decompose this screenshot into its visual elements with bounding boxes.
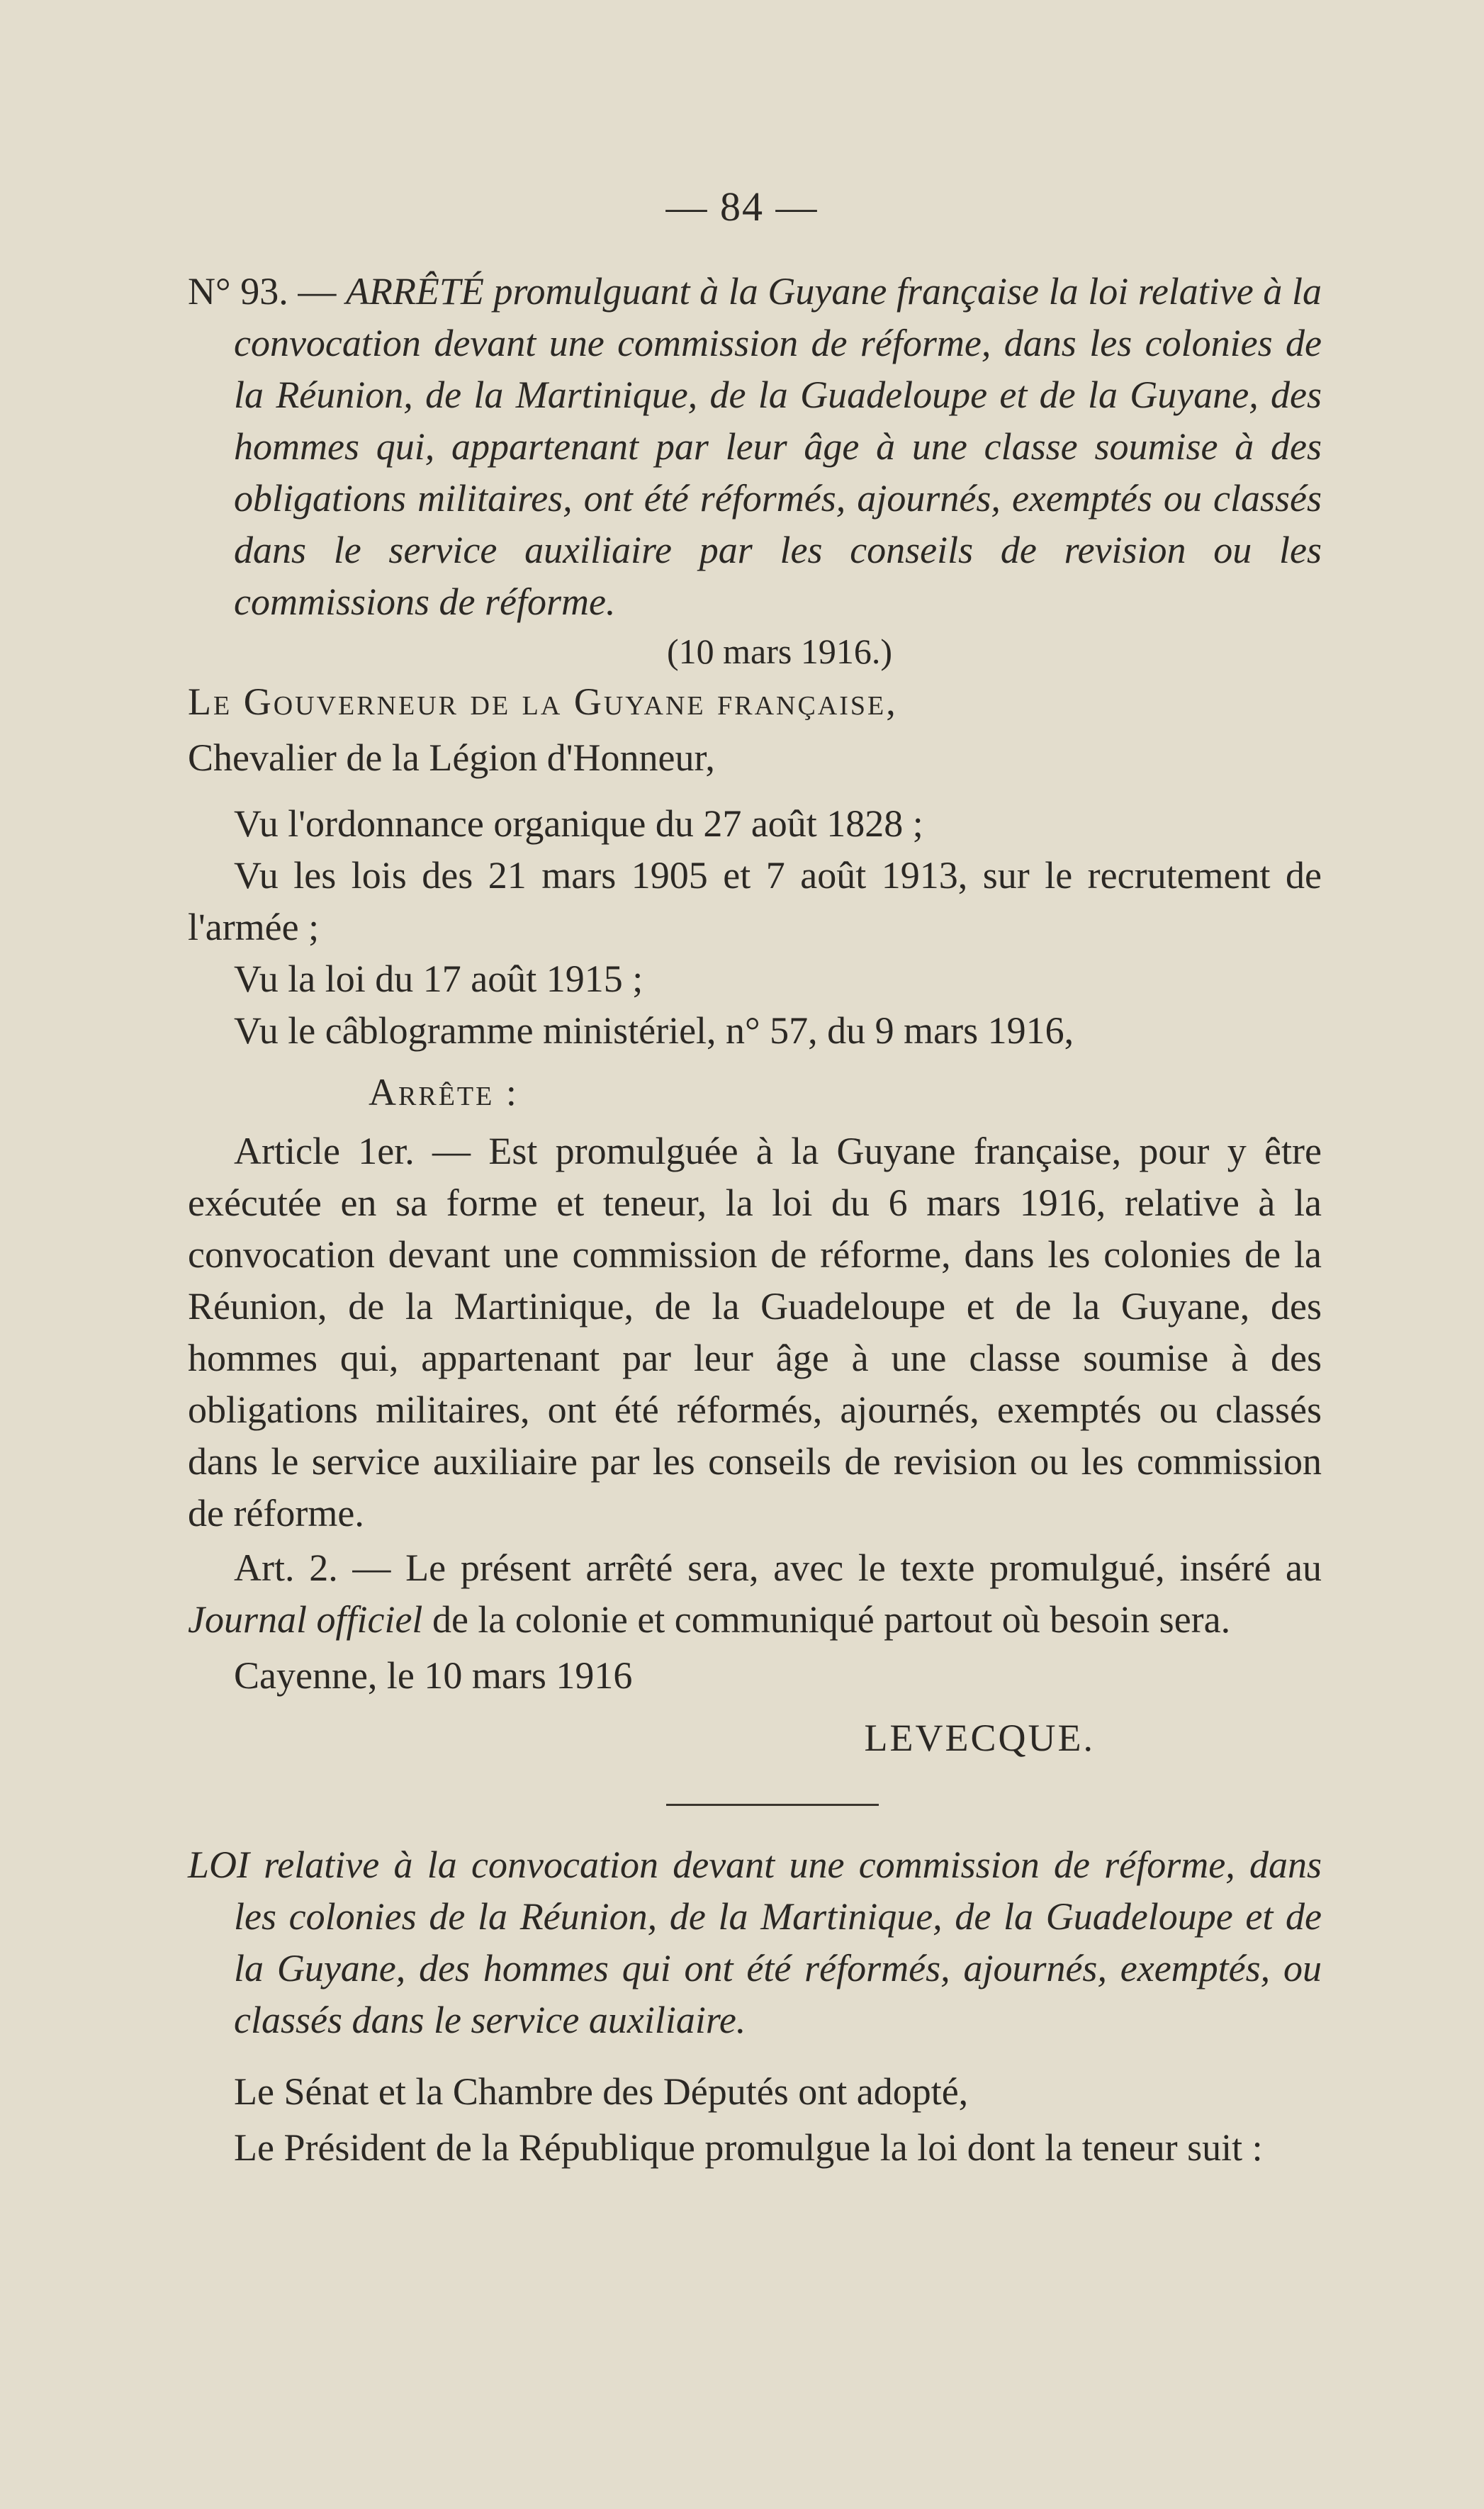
place-date: Cayenne, le 10 mars 1916 xyxy=(234,1654,633,1697)
visa-1: Vu l'ordonnance organique du 27 août 1828 ; xyxy=(234,802,923,845)
authority-line-1 xyxy=(188,676,1322,728)
article-2 xyxy=(188,1542,1322,1646)
article-2-label: Art. 2. — xyxy=(234,1547,406,1589)
authority-line-2: Chevalier de la Légion d'Honneur, xyxy=(188,736,715,779)
page-number: — 84 — xyxy=(665,184,819,230)
article-1 xyxy=(188,1126,1322,1539)
arrete-number: N° 93. — xyxy=(188,270,346,313)
visa-3: Vu la loi du 17 août 1915 ; xyxy=(234,958,643,1000)
article-1-text: Est promulguée à la Guyane française, pour y être exécutée en sa forme et teneur, la loi du 6 mars 1916, relative à la convocation devant une commission de réforme, dans les colonies de la Réunion, de la Martinique, de la Guadeloupe et de la Guyane, des hommes qui, appartenant par leur âge à une classe soumise à des obligations militaires, ont été réformés, ajournés, exemptés ou classés dans le service auxiliaire par les conseils de revision ou les commission de réforme. xyxy=(188,1130,1322,1534)
arrete-title xyxy=(188,266,1322,628)
arrete-heading: Arrête : xyxy=(369,1071,519,1113)
article-2-before: Le présent arrêté sera, avec le texte promulgué, inséré au xyxy=(405,1547,1322,1589)
loi-section xyxy=(188,1839,1322,2174)
visa-4: Vu le câblogramme ministériel, n° 57, du 9 mars 1916, xyxy=(234,1009,1074,1052)
loi-paragraph-1: Le Sénat et la Chambre des Députés ont adopté, xyxy=(234,2070,969,2113)
loi-paragraph-2: Le Président de la République promulgue la loi dont la teneur suit : xyxy=(234,2126,1263,2169)
arrete-title-text: ARRÊTÉ promulguant à la Guyane française la loi relative à la convocation devant une commission de réforme, dans les colonies de la Réunion, de la Martinique, de la Guadeloupe et de la Guyane, des hommes qui, appartenant par leur âge à une classe soumise à des obligations militaires, ont été réformés, ajournés, exemptés ou classés dans le service auxiliaire par les conseils de revision ou les commissions de réforme. xyxy=(234,270,1322,623)
arrete-date: (10 mars 1916.) xyxy=(667,632,892,671)
arrete-section xyxy=(188,266,1322,1760)
signature: LEVECQUE. xyxy=(864,1717,1095,1759)
visas xyxy=(188,798,1322,1057)
article-2-after: de la colonie et communiqué partout où besoin sera. xyxy=(422,1598,1231,1641)
authority-gouverneur: Le Gouverneur de la Guyane française, xyxy=(188,680,898,723)
visa-2: Vu les lois des 21 mars 1905 et 7 août 1913, sur le recrutement de l'armée ; xyxy=(188,854,1322,948)
loi-title: LOI relative à la convocation devant une commission de réforme, dans les colonies de la Réunion, de la Martinique, de la Guadeloupe et de la Guyane, des hommes qui ont été réformés, ajournés, exemptés, ou classés dans le service auxiliaire. xyxy=(188,1843,1322,2041)
journal-officiel: Journal officiel xyxy=(188,1598,423,1641)
section-divider xyxy=(666,1804,879,1806)
article-1-label: Article 1er. — xyxy=(234,1130,489,1172)
